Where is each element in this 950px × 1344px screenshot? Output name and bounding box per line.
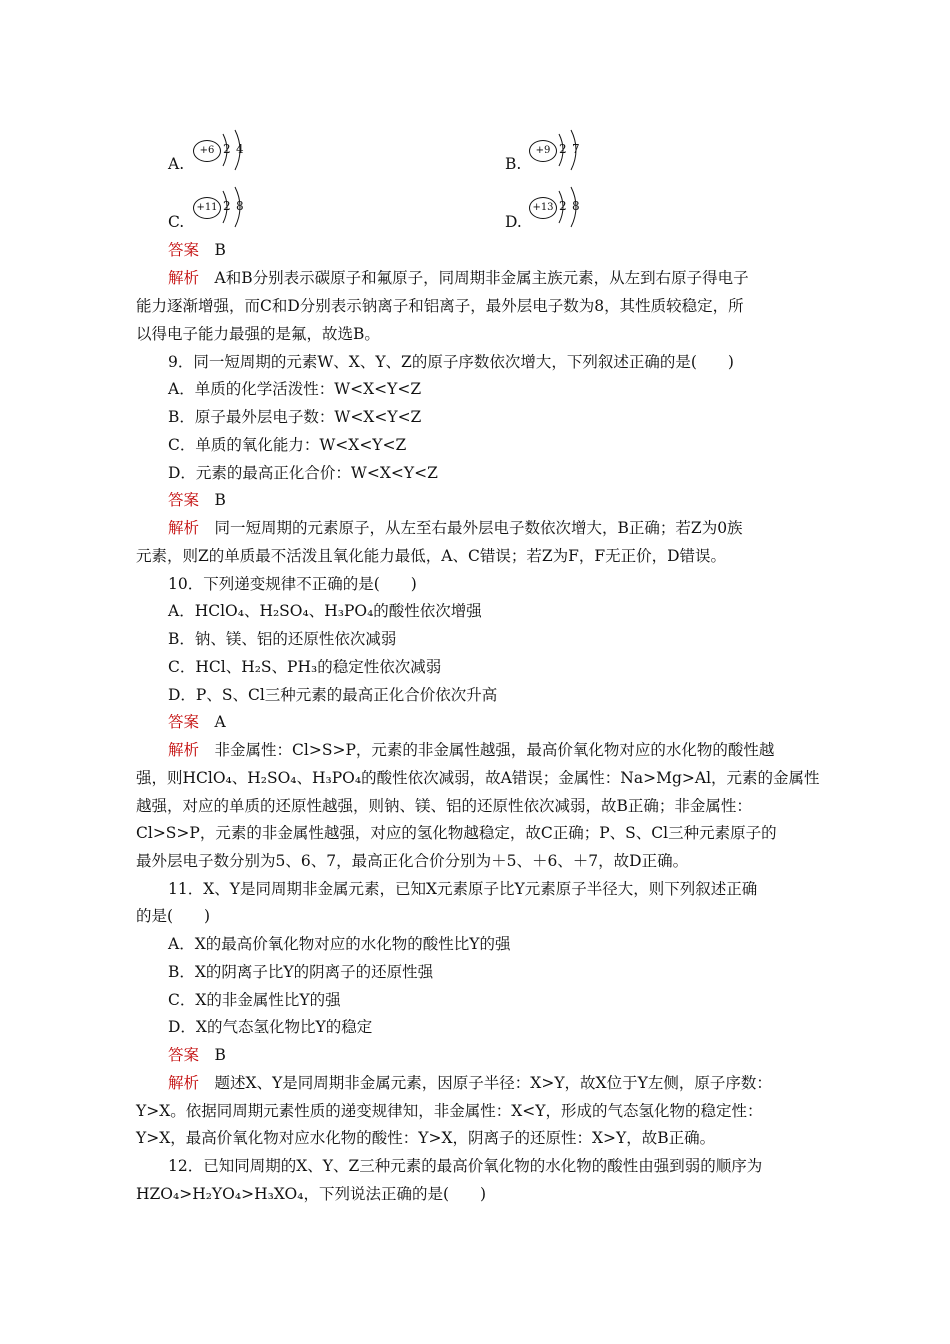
q9-option: B．原子最外层电子数：W<X<Y<Z [168,408,422,426]
q9-option: A．单质的化学活泼性：W<X<Y<Z [168,380,422,398]
answer-label: 答案 [168,491,200,509]
q10-analysis-line [168,740,774,760]
nucleus-charge: +11 [193,197,221,219]
shell-2-electrons: 8 [236,199,244,213]
atom-diagram-d [529,185,619,235]
q10-option: D．P、S、Cl三种元素的最高正化合价依次升高 [168,686,498,704]
shell-2-electrons: 8 [572,199,580,213]
shell-1-electrons: 2 [559,199,567,213]
q10-option: A．HClO₄、H₂SO₄、H₃PO₄的酸性依次增强 [168,602,482,620]
option-a-label: A. [168,155,185,173]
shell-1-electrons: 2 [559,142,567,156]
shell-2-electrons: 7 [572,142,580,156]
q11-analysis-line [168,1073,772,1093]
q11-option: A．X的最高价氧化物对应的水化物的酸性比Y的强 [168,935,511,953]
analysis-label: 解析 [168,269,200,287]
option-c-label: C. [168,213,185,231]
q10-analysis-line: 最外层电子数分别为5、6、7，最高正化合价分别为＋5、＋6、＋7，故D正确。 [136,852,689,870]
q9-stem: 9．同一短周期的元素W、X、Y、Z的原子序数依次增大，下列叙述正确的是( ) [168,353,734,371]
nucleus-charge: +6 [193,140,221,162]
analysis-text: 题述X、Y是同周期非金属元素，因原子半径：X>Y，故X位于Y左侧，原子序数： [214,1074,772,1092]
atom-diagram-a [193,128,283,178]
option-b-label: B. [505,155,522,173]
shell-1-electrons: 2 [223,199,231,213]
atom-diagram-b [529,128,619,178]
q8-analysis-line [168,268,749,288]
analysis-label: 解析 [168,741,200,759]
answer-value: B [214,491,226,509]
q9-option: C．单质的氧化能力：W<X<Y<Z [168,436,407,454]
shell-1-electrons: 2 [223,142,231,156]
answer-value: A [214,713,226,731]
q10-analysis-line: Cl>S>P，元素的非金属性越强，对应的氢化物越稳定，故C正确；P、S、Cl三种元素原子的 [136,824,777,842]
q9-analysis-line [168,518,743,538]
q10-analysis-line: 强，则HClO₄、H₂SO₄、H₃PO₄的酸性依次减弱，故A错误；金属性：Na>Mg>Al，元素的金属性 [136,769,820,787]
answer-label: 答案 [168,1046,200,1064]
q11-option: B．X的阴离子比Y的阴离子的还原性强 [168,963,434,981]
option-d-label: D. [505,213,522,231]
nucleus-charge: +9 [529,140,557,162]
q12-stem: 12．已知同周期的X、Y、Z三种元素的最高价氧化物的水化物的酸性由强到弱的顺序为 [168,1157,763,1175]
q8-answer [168,240,226,260]
answer-value: B [214,241,226,259]
q8-analysis-line: 能力逐渐增强，而C和D分别表示钠离子和铝离子，最外层电子数为8，其性质较稳定，所 [136,297,744,315]
answer-label: 答案 [168,713,200,731]
q8-analysis-line: 以得电子能力最强的是氟，故选B。 [136,325,380,343]
q10-answer [168,712,226,732]
q9-answer [168,490,226,510]
q11-option: D．X的气态氢化物比Y的稳定 [168,1018,373,1036]
q10-option: C．HCl、H₂S、PH₃的稳定性依次减弱 [168,658,442,676]
answer-label: 答案 [168,241,200,259]
q10-stem: 10．下列递变规律不正确的是( ) [168,575,417,593]
q11-option: C．X的非金属性比Y的强 [168,991,341,1009]
q12-stem: HZO₄>H₂YO₄>H₃XO₄，下列说法正确的是( ) [136,1185,487,1203]
q9-option: D．元素的最高正化合价：W<X<Y<Z [168,464,438,482]
q11-analysis-line: Y>X，最高价氧化物对应水化物的酸性：Y>X，阴离子的还原性：X>Y，故B正确。 [136,1129,716,1147]
shell-2-electrons: 4 [236,142,244,156]
atom-diagram-c [193,185,283,235]
analysis-text: A和B分别表示碳原子和氟原子，同周期非金属主族元素，从左到右原子得电子 [214,269,749,287]
q10-option: B．钠、镁、铝的还原性依次减弱 [168,630,397,648]
q11-stem: 的是( ) [136,907,211,925]
q11-answer [168,1045,226,1065]
q10-analysis-line: 越强，对应的单质的还原性越强，则钠、镁、铝的还原性依次减弱，故B正确；非金属性： [136,797,752,815]
q11-analysis-line: Y>X。依据同周期元素性质的递变规律知，非金属性：X<Y，形成的气态氢化物的稳定性： [136,1102,763,1120]
analysis-text: 同一短周期的元素原子，从左至右最外层电子数依次增大，B正确；若Z为0族 [214,519,743,537]
q11-stem: 11．X、Y是同周期非金属元素，已知X元素原子比Y元素原子半径大，则下列叙述正确 [168,880,758,898]
analysis-label: 解析 [168,1074,200,1092]
analysis-label: 解析 [168,519,200,537]
answer-value: B [214,1046,226,1064]
q9-analysis-line: 元素，则Z的单质最不活泼且氧化能力最低，A、C错误；若Z为F，F无正价，D错误。 [136,547,727,565]
analysis-text: 非金属性：Cl>S>P，元素的非金属性越强，最高价氧化物对应的水化物的酸性越 [214,741,775,759]
nucleus-charge: +13 [529,197,557,219]
